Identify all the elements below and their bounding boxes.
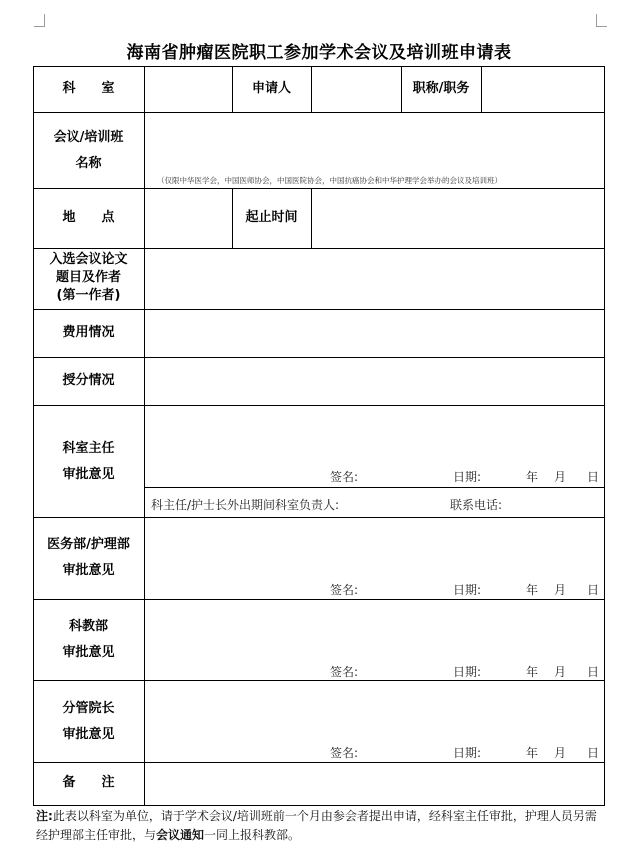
- vp-sign-label: 签名:: [330, 746, 359, 760]
- vp-year: 年: [526, 746, 539, 760]
- vp-day: 日: [587, 746, 600, 760]
- absence-phone-label: 联系电话:: [450, 498, 503, 512]
- medical-sign-label: 签名:: [330, 583, 359, 597]
- position-label: 职称/职务: [412, 81, 470, 96]
- footnote-text-2: 一同上报科教部。: [204, 828, 301, 842]
- period-field[interactable]: [312, 189, 604, 248]
- footnote-prefix: 注:: [36, 809, 53, 823]
- applicant-field[interactable]: [312, 67, 401, 112]
- footnote-bold: 会议通知: [156, 828, 205, 842]
- table-border-left: [33, 66, 34, 806]
- corner-mark-top-left: [34, 14, 45, 27]
- education-month: 月: [554, 665, 567, 679]
- medical-dept-label-line2: 审批意见: [62, 563, 115, 578]
- corner-mark-top-right: [596, 14, 607, 27]
- credits-label: 授分情况: [62, 373, 115, 388]
- footnote-text-1: 此表以科室为单位，请于学术会议/培训班前一个月由参会者提出申请，经科室主任审批，护理人员另需经护理部主任审批，与: [36, 809, 597, 842]
- cost-field[interactable]: [145, 310, 604, 357]
- education-sign-label: 签名:: [330, 665, 359, 679]
- education-year: 年: [526, 665, 539, 679]
- credits-field[interactable]: [145, 358, 604, 405]
- vp-month: 月: [554, 746, 567, 760]
- location-field[interactable]: [145, 189, 232, 248]
- medical-year: 年: [526, 583, 539, 597]
- table-border-right: [604, 66, 605, 806]
- remarks-field[interactable]: [145, 763, 604, 805]
- meeting-name-label-line1: 会议/培训班: [53, 130, 124, 145]
- medical-dept-label-line1: 医务部/护理部: [47, 537, 130, 552]
- meeting-name-label: [33, 128, 144, 174]
- department-label: 科 室: [62, 81, 115, 96]
- period-label: 起止时间: [245, 210, 298, 225]
- medical-date-label: 日期:: [453, 583, 482, 597]
- location-label: 地 点: [62, 210, 115, 225]
- dept-head-date-label: 日期:: [453, 470, 482, 484]
- education-day: 日: [587, 665, 600, 679]
- form-title: 海南省肿瘤医院职工参加学术会议及培训班申请表: [126, 43, 512, 63]
- dept-head-day: 日: [587, 470, 600, 484]
- meeting-name-field[interactable]: [145, 113, 604, 173]
- medical-dept-opinion-field[interactable]: [145, 518, 604, 578]
- dept-head-sign-label: 签名:: [330, 470, 359, 484]
- dept-head-label: [33, 439, 144, 485]
- education-dept-opinion-field[interactable]: [145, 600, 604, 660]
- meeting-scope-note: （仅限中华医学会，中国医师协会，中国医院协会，中国抗癌协会和中华护理学会举办的会议及培训班）: [157, 176, 502, 185]
- footnote: [36, 807, 604, 845]
- medical-month: 月: [554, 583, 567, 597]
- table-border-bottom: [33, 805, 605, 806]
- medical-dept-label: [33, 535, 144, 581]
- dept-head-month: 月: [554, 470, 567, 484]
- paper-label: [33, 251, 144, 305]
- dept-head-opinion-field[interactable]: [145, 406, 604, 466]
- paper-label-line2: 题目及作者: [55, 270, 121, 285]
- education-dept-label-line2: 审批意见: [62, 645, 115, 660]
- education-dept-label-line1: 科教部: [68, 619, 108, 634]
- absence-responsible-label: 科主任/护士长外出期间科室负责人:: [151, 498, 340, 512]
- remarks-label: 备 注: [62, 775, 115, 790]
- meeting-name-label-line2: 名称: [75, 156, 102, 171]
- applicant-label: 申请人: [251, 81, 291, 96]
- paper-label-line3: (第一作者): [56, 288, 121, 303]
- vice-president-label-line1: 分管院长: [62, 701, 115, 716]
- dept-head-label-line1: 科室主任: [62, 441, 115, 456]
- vice-president-opinion-field[interactable]: [145, 681, 604, 741]
- medical-day: 日: [587, 583, 600, 597]
- education-date-label: 日期:: [453, 665, 482, 679]
- department-field[interactable]: [145, 67, 232, 112]
- application-form-table: [33, 66, 605, 806]
- vice-president-label: [33, 699, 144, 745]
- cost-label: 费用情况: [62, 325, 115, 340]
- education-dept-label: [33, 617, 144, 663]
- paper-field[interactable]: [145, 249, 604, 309]
- dept-head-year: 年: [526, 470, 539, 484]
- row-divider: [144, 487, 605, 488]
- vp-date-label: 日期:: [453, 746, 482, 760]
- dept-head-label-line2: 审批意见: [62, 467, 115, 482]
- vice-president-label-line2: 审批意见: [62, 727, 115, 742]
- paper-label-line1: 入选会议论文: [49, 252, 128, 267]
- position-field[interactable]: [482, 67, 604, 112]
